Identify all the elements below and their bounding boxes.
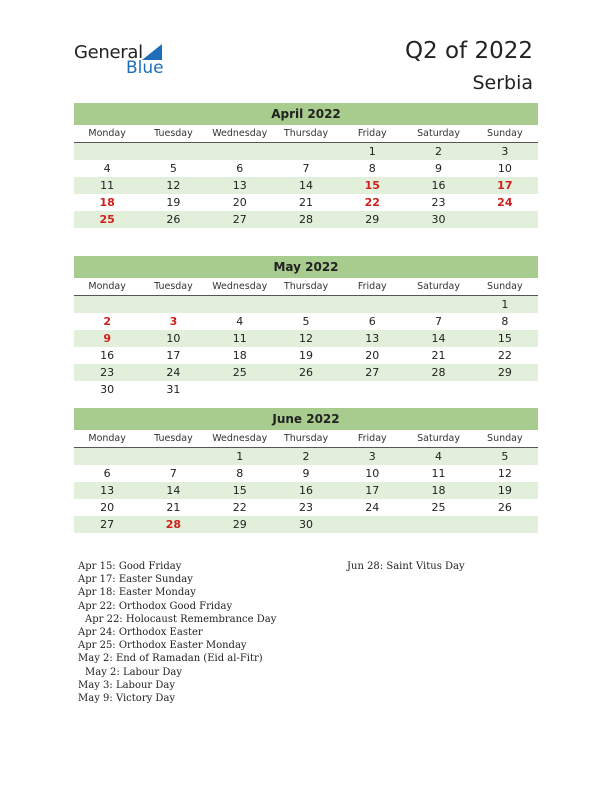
day-cell: 15 (232, 484, 247, 497)
weekday-label: Wednesday (212, 433, 268, 444)
holiday-day-cell: 15 (364, 179, 380, 192)
day-cell: 6 (236, 162, 244, 175)
day-cell: 1 (501, 298, 509, 311)
day-cell: 6 (103, 467, 111, 480)
week-row (74, 364, 538, 381)
day-cell: 25 (232, 366, 247, 379)
day-cell (405, 381, 471, 398)
day-cell: 18 (232, 349, 247, 362)
weekday-label: Wednesday (212, 281, 268, 292)
page-title: Q2 of 2022 (404, 38, 533, 64)
day-cell (140, 296, 206, 313)
day-cell: 1 (368, 145, 376, 158)
day-cell: 16 (298, 484, 313, 497)
weekday-label: Monday (88, 281, 126, 292)
week-row (74, 465, 538, 482)
day-cell: 23 (431, 196, 446, 209)
weekday-label: Saturday (417, 128, 460, 139)
day-cell: 7 (302, 162, 310, 175)
weekday-label: Monday (88, 433, 126, 444)
day-cell (207, 381, 273, 398)
day-cell: 8 (501, 315, 509, 328)
day-cell (405, 296, 471, 313)
holiday-day-cell: 3 (169, 315, 178, 328)
day-cell: 26 (298, 366, 313, 379)
day-cell: 4 (236, 315, 244, 328)
day-cell: 5 (501, 450, 509, 463)
day-cell: 25 (431, 501, 446, 514)
holiday-entry: Apr 17: Easter Sunday (78, 574, 193, 586)
weekday-label: Sunday (487, 281, 523, 292)
day-cell: 18 (431, 484, 446, 497)
day-cell: 13 (365, 332, 380, 345)
day-cell: 16 (431, 179, 446, 192)
weekday-label: Tuesday (154, 128, 193, 139)
day-cell (339, 296, 405, 313)
week-row (74, 330, 538, 347)
day-cell: 11 (100, 179, 115, 192)
day-cell: 20 (232, 196, 247, 209)
week-row (74, 160, 538, 177)
day-cell: 7 (435, 315, 443, 328)
day-cell: 14 (166, 484, 181, 497)
day-cell: 17 (365, 484, 380, 497)
day-cell (472, 516, 538, 533)
day-cell: 21 (431, 349, 446, 362)
weekday-label: Tuesday (154, 281, 193, 292)
day-cell: 27 (100, 518, 115, 531)
day-cell: 10 (365, 467, 380, 480)
day-cell: 12 (298, 332, 313, 345)
weekday-label: Wednesday (212, 128, 268, 139)
week-row (74, 143, 538, 160)
weekday-label: Friday (357, 281, 387, 292)
weekday-label: Sunday (487, 128, 523, 139)
logo-blue-text: Blue (126, 58, 164, 78)
day-cell: 10 (497, 162, 512, 175)
day-cell: 6 (368, 315, 376, 328)
day-cell: 16 (100, 349, 115, 362)
day-cell: 30 (298, 518, 313, 531)
day-cell: 12 (497, 467, 512, 480)
day-cell: 23 (298, 501, 313, 514)
day-cell: 14 (431, 332, 446, 345)
day-cell: 20 (100, 501, 115, 514)
day-cell: 17 (166, 349, 181, 362)
day-cell: 29 (497, 366, 512, 379)
day-cell: 13 (100, 484, 115, 497)
day-cell (207, 143, 273, 160)
holiday-day-cell: 9 (103, 332, 111, 345)
day-cell: 19 (166, 196, 181, 209)
holiday-entry: Apr 22: Orthodox Good Friday (78, 600, 233, 612)
day-cell: 26 (166, 213, 181, 226)
logo (74, 40, 174, 80)
day-cell: 27 (365, 366, 380, 379)
day-cell: 14 (298, 179, 313, 192)
week-row (74, 381, 538, 398)
day-cell: 24 (365, 501, 380, 514)
day-cell (74, 296, 140, 313)
weekday-label: Friday (357, 128, 387, 139)
month-may (74, 256, 538, 398)
week-row (74, 177, 538, 194)
month-title: June 2022 (74, 408, 538, 430)
day-cell: 12 (166, 179, 181, 192)
holiday-entry: Apr 24: Orthodox Easter (78, 626, 203, 638)
day-cell: 2 (302, 450, 310, 463)
holiday-entry: Apr 25: Orthodox Easter Monday (78, 640, 247, 652)
day-cell: 3 (501, 145, 509, 158)
day-cell: 30 (431, 213, 446, 226)
holiday-entry: May 2: Labour Day (85, 666, 182, 678)
holiday-entry: May 3: Labour Day (78, 679, 175, 691)
day-cell (140, 143, 206, 160)
day-cell: 29 (232, 518, 247, 531)
day-cell: 20 (365, 349, 380, 362)
day-cell (273, 381, 339, 398)
weekday-label: Saturday (417, 433, 460, 444)
weekday-header-row (74, 278, 538, 296)
day-cell: 8 (236, 467, 244, 480)
week-row (74, 482, 538, 499)
weekday-header-row (74, 430, 538, 448)
holiday-entry: May 9: Victory Day (78, 692, 176, 704)
weekday-label: Saturday (417, 281, 460, 292)
holiday-entry: Apr 15: Good Friday (78, 561, 182, 572)
day-cell: 15 (497, 332, 512, 345)
day-cell: 19 (298, 349, 313, 362)
day-cell (140, 448, 206, 465)
day-cell: 26 (497, 501, 512, 514)
day-cell: 11 (431, 467, 446, 480)
day-cell: 29 (365, 213, 380, 226)
day-cell: 10 (166, 332, 181, 345)
holiday-day-cell: 25 (99, 213, 115, 226)
month-title: April 2022 (74, 103, 538, 125)
weekday-label: Friday (357, 433, 387, 444)
weekday-header-row (74, 125, 538, 143)
day-cell (207, 296, 273, 313)
day-cell: 30 (100, 383, 115, 396)
day-cell: 3 (368, 450, 376, 463)
weekday-label: Thursday (283, 281, 329, 292)
holiday-list (78, 560, 276, 705)
day-cell: 8 (368, 162, 376, 175)
weekday-label: Tuesday (154, 433, 193, 444)
day-cell: 28 (431, 366, 446, 379)
day-cell: 1 (236, 450, 244, 463)
day-cell: 7 (169, 467, 177, 480)
day-cell: 2 (435, 145, 443, 158)
month-title: May 2022 (74, 256, 538, 278)
day-cell: 19 (497, 484, 512, 497)
holiday-list-secondary (347, 560, 465, 573)
day-cell: 22 (232, 501, 247, 514)
week-row (74, 448, 538, 465)
week-row (74, 499, 538, 516)
day-cell: 22 (497, 349, 512, 362)
day-cell (405, 516, 471, 533)
week-row (74, 296, 538, 313)
holiday-entry: Jun 28: Saint Vitus Day (347, 561, 465, 572)
day-cell (273, 143, 339, 160)
day-cell: 28 (298, 213, 313, 226)
day-cell: 4 (103, 162, 111, 175)
day-cell: 21 (298, 196, 313, 209)
logo-general-text: General (74, 42, 143, 63)
day-cell (472, 211, 538, 228)
day-cell: 21 (166, 501, 181, 514)
holiday-day-cell: 24 (497, 196, 513, 209)
day-cell: 4 (435, 450, 443, 463)
day-cell: 13 (232, 179, 247, 192)
holiday-entry: Apr 22: Holocaust Remembrance Day (85, 613, 277, 625)
day-cell: 5 (302, 315, 310, 328)
holiday-entry: May 2: End of Ramadan (Eid al-Fitr) (78, 653, 263, 665)
day-cell: 11 (232, 332, 247, 345)
month-april (74, 103, 538, 228)
week-row (74, 516, 538, 533)
holiday-day-cell: 28 (165, 518, 182, 531)
week-row (74, 347, 538, 364)
weekday-label: Sunday (487, 433, 523, 444)
week-row (74, 211, 538, 228)
day-cell (472, 381, 538, 398)
day-cell (339, 516, 405, 533)
holiday-day-cell: 2 (103, 315, 111, 328)
day-cell: 5 (169, 162, 177, 175)
month-june (74, 408, 538, 533)
holiday-day-cell: 22 (364, 196, 380, 209)
week-row (74, 313, 538, 330)
weekday-label: Thursday (283, 433, 329, 444)
holiday-day-cell: 18 (99, 196, 115, 209)
day-cell: 31 (166, 383, 181, 396)
day-cell: 24 (166, 366, 181, 379)
weekday-label: Monday (88, 128, 126, 139)
week-row (74, 194, 538, 211)
day-cell: 23 (100, 366, 115, 379)
country-name: Serbia (472, 72, 533, 94)
day-cell (74, 143, 140, 160)
day-cell (273, 296, 339, 313)
holiday-day-cell: 17 (497, 179, 513, 192)
day-cell: 9 (302, 467, 310, 480)
day-cell (74, 448, 140, 465)
weekday-label: Thursday (283, 128, 329, 139)
holiday-entry: Apr 18: Easter Monday (78, 587, 196, 599)
day-cell (339, 381, 405, 398)
day-cell: 27 (232, 213, 247, 226)
day-cell: 9 (435, 162, 443, 175)
